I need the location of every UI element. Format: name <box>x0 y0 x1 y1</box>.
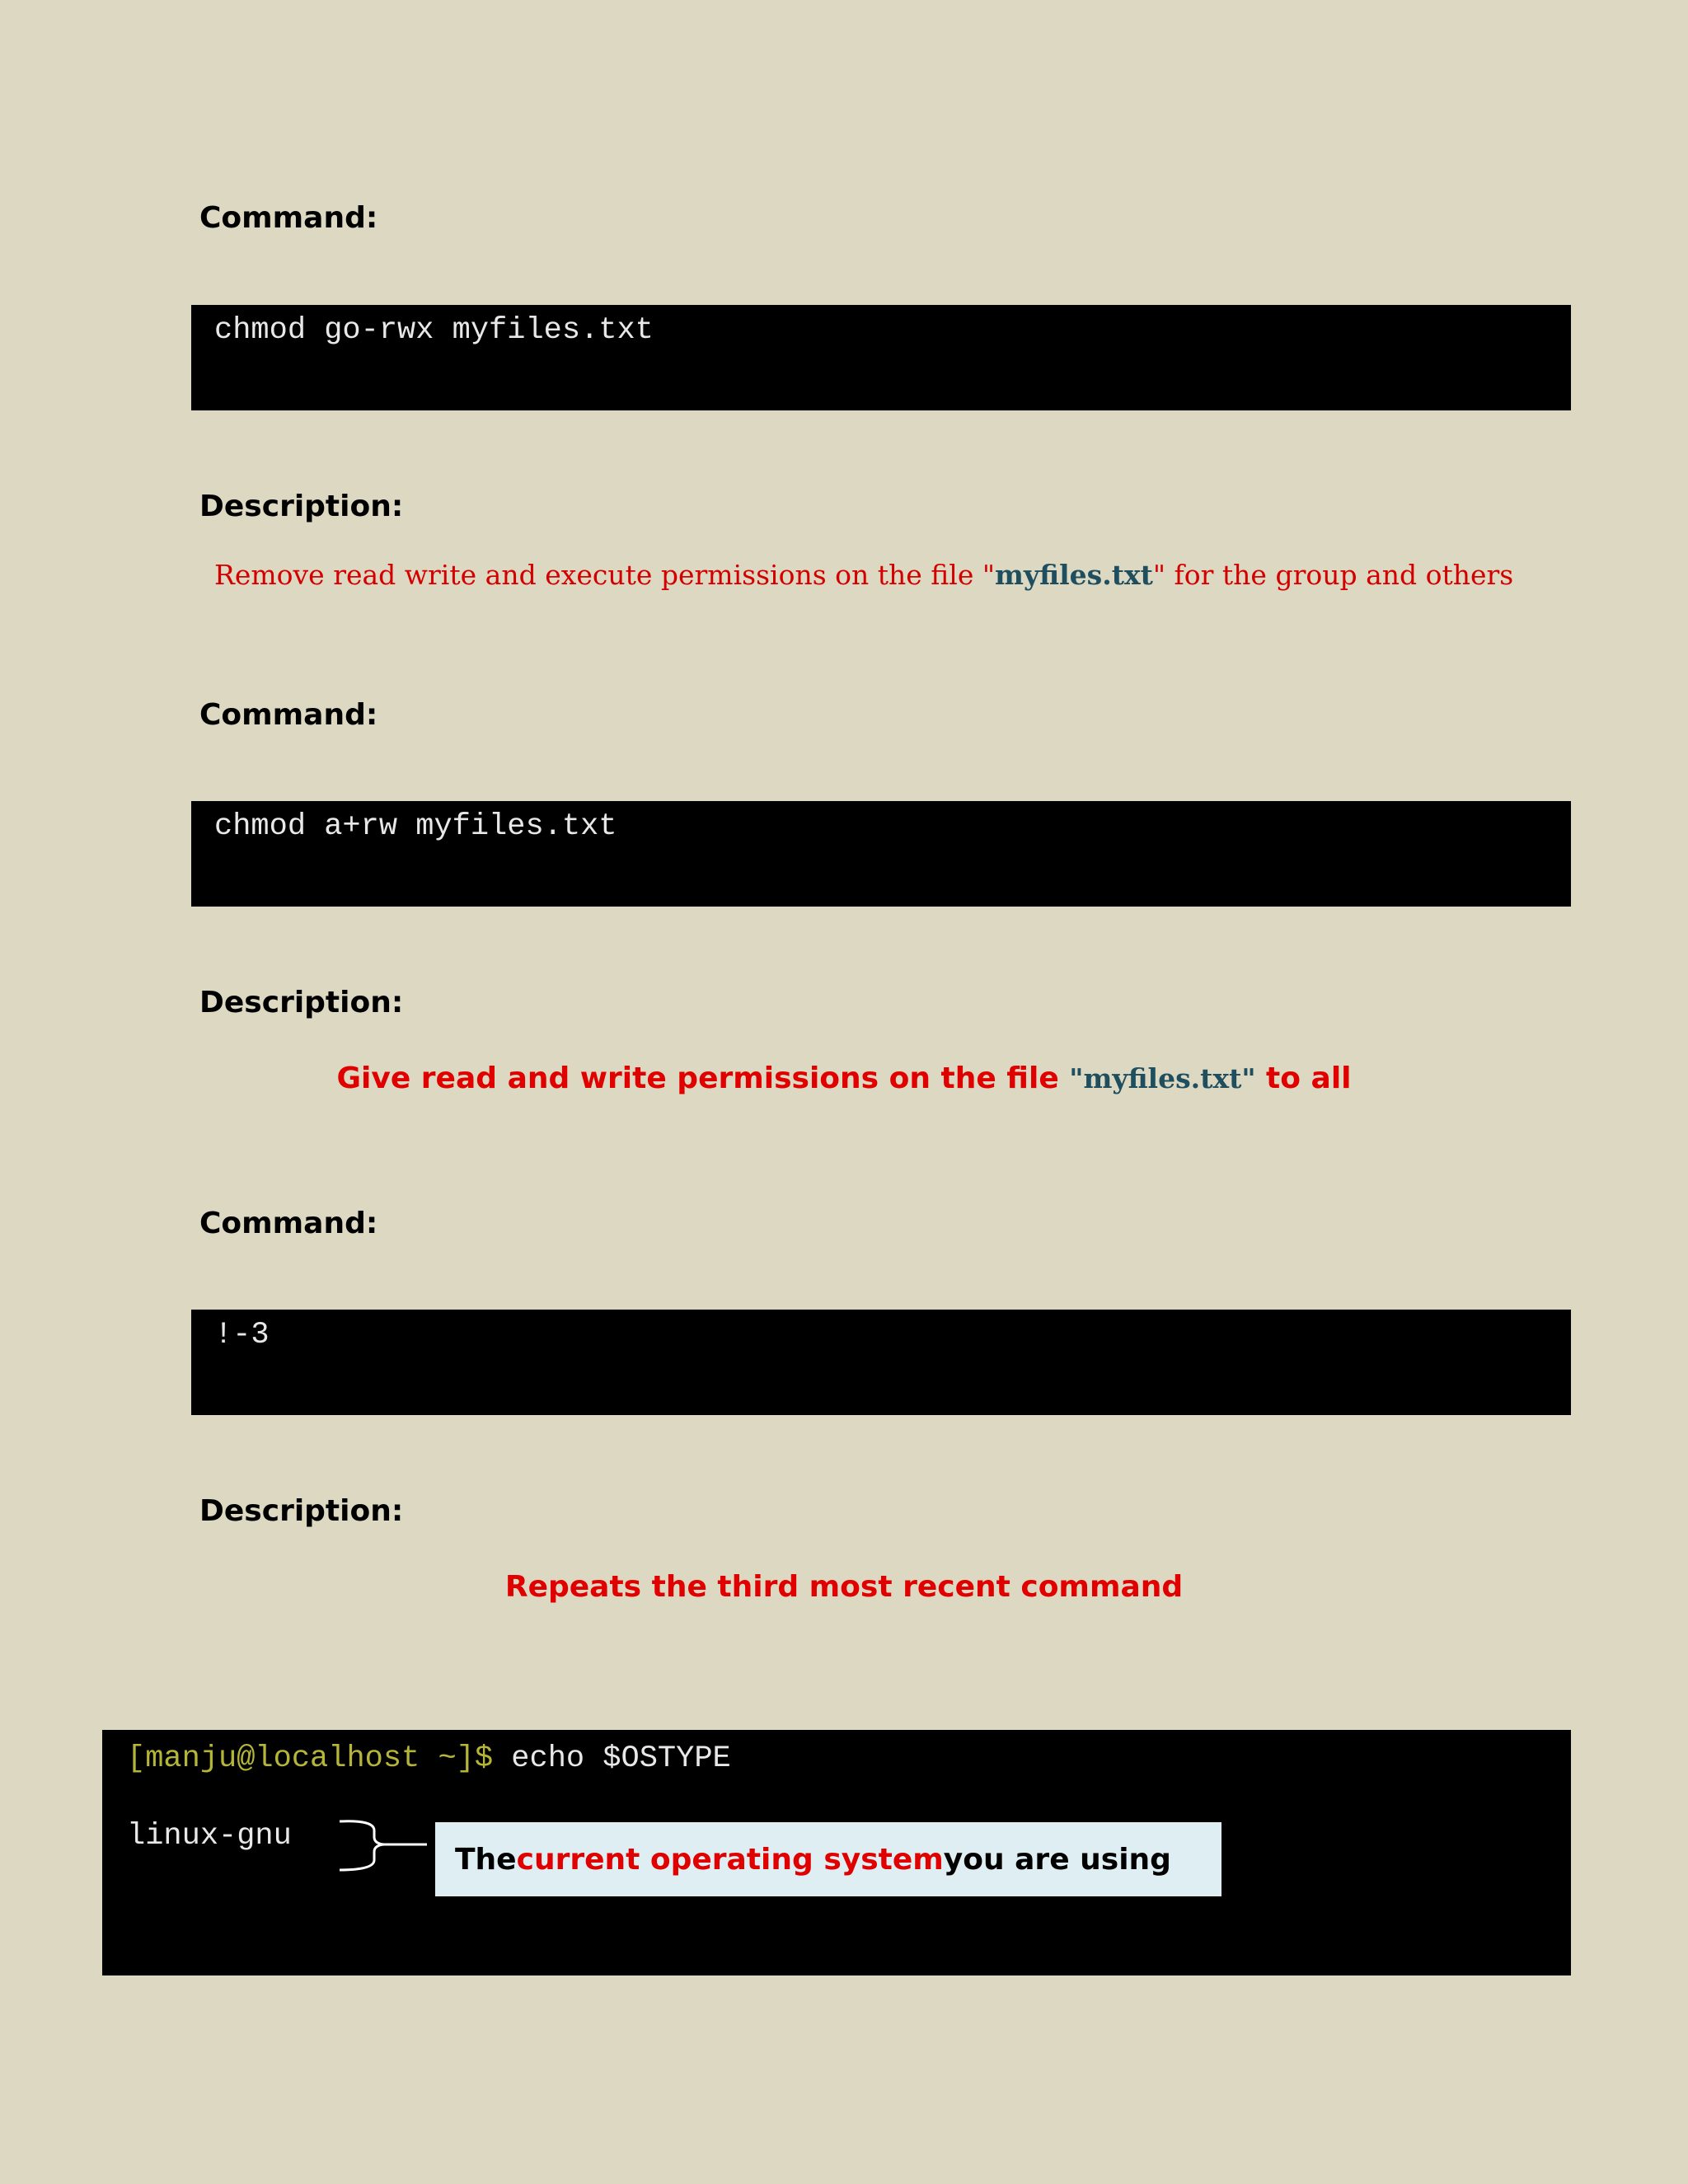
terminal-prompt-line <box>127 1741 731 1776</box>
filename-2: "myfiles.txt" <box>1069 1062 1256 1094</box>
terminal-command: echo $OSTYPE <box>493 1741 731 1776</box>
filename-1: myfiles.txt <box>995 559 1153 591</box>
terminal-prompt: [manju@localhost ~]$ <box>127 1741 494 1776</box>
command-text-3: !-3 <box>214 1318 270 1352</box>
description-text-3: Repeats the third most recent command <box>504 1570 1184 1604</box>
terminal-window <box>102 1730 1571 1975</box>
command-box-3 <box>191 1310 1571 1415</box>
command-heading-3: Command: <box>199 1207 378 1240</box>
description-text-1: Remove read write and execute permissions on the file "myfiles.txt" for the group and others <box>214 559 1514 591</box>
command-heading-2: Command: <box>199 698 378 732</box>
command-text-1: chmod go-rwx myfiles.txt <box>214 313 654 348</box>
callout-highlight: current operating system <box>516 1842 944 1877</box>
command-box-1 <box>191 305 1571 410</box>
description-text-2: Give read and write permissions on the file "myfiles.txt" to all <box>336 1062 1352 1095</box>
curly-brace-icon <box>338 1819 437 1877</box>
description-heading-2: Description: <box>199 986 404 1019</box>
terminal-output: linux-gnu <box>127 1819 292 1854</box>
description-heading-3: Description: <box>199 1494 404 1528</box>
command-box-2 <box>191 801 1571 907</box>
description-heading-1: Description: <box>199 490 404 523</box>
command-heading-1: Command: <box>199 201 378 235</box>
command-text-2: chmod a+rw myfiles.txt <box>214 809 617 844</box>
callout-box: The current operating system you are using <box>435 1822 1221 1896</box>
